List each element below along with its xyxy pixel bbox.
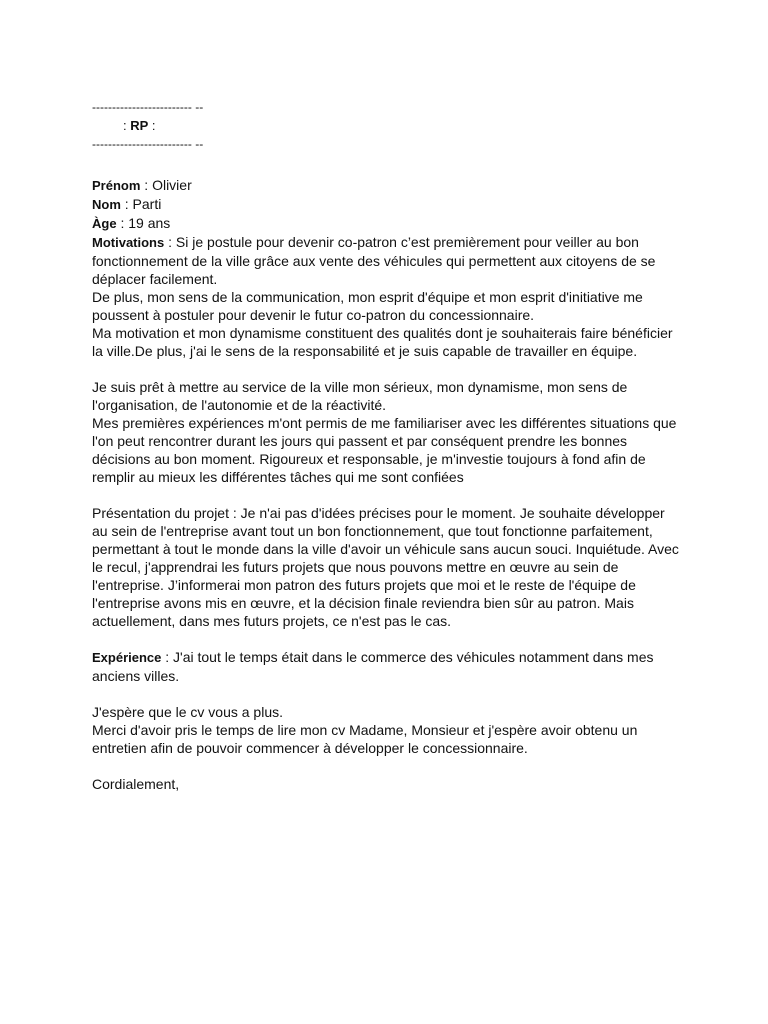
prenom-value: : Olivier: [140, 177, 192, 193]
closing-signoff: Cordialement,: [92, 776, 180, 792]
age-label: Àge: [92, 216, 117, 231]
separator-bottom: ------------------------- --: [92, 137, 204, 151]
qualities-first: Je suis prêt à mettre au service de la ville mon sérieux, mon dynamisme, mon sens de l'organisation, de l'autonomie et de la réactivité.: [92, 379, 628, 413]
experience-text: : J'ai tout le temps était dans le commerce des véhicules notamment dans mes anciens villes.: [92, 649, 654, 684]
motivations-third: Ma motivation et mon dynamisme constituent des qualités dont je souhaiterais faire bénéficier la ville.De plus, j'ai le sens de la responsabilité et je suis capable de travailler en équipe.: [92, 325, 673, 359]
experience-paragraph: [92, 648, 682, 685]
rp-suffix: :: [148, 118, 156, 133]
closing-hope: J'espère que le cv vous a plus.: [92, 704, 284, 720]
age-line: [92, 214, 682, 233]
nom-line: [92, 195, 682, 214]
motivations-second: De plus, mon sens de la communication, mon esprit d'équipe et mon esprit d'initiative me poussent à postuler pour devenir le futur co-patron du concessionnaire.: [92, 289, 643, 323]
document-page: [92, 100, 682, 793]
motivations-paragraph: [92, 233, 682, 288]
separator-top: ------------------------- --: [92, 100, 204, 114]
age-value: : 19 ans: [116, 215, 171, 231]
project-paragraph: Présentation du projet : Je n'ai pas d'idées précises pour le moment. Je souhaite développer au sein de l'entreprise avant tout un bon fonctionnement, que tout fonctionne parfaitement, permettant à tout le monde dans la ville d'avoir un véhicule sans aucun souci. Inquiétude. Avec le recul, j'apprendrai les futurs projets que nous pouvons mettre en œuvre au sein de l'entreprise. J’informerai mon patron des futurs projets que moi et le reste de l'équipe de l'entreprise avons mis en œuvre, et la décision finale reviendra bien sûr au patron. Mais actuellement, dans mes futurs projets, ce n'est pas le cas.: [92, 505, 679, 629]
nom-label: Nom: [92, 197, 121, 212]
motivations-first: : Si je postule pour devenir co-patron c’est premièrement pour veiller au bon fonctionnement de la ville grâce aux vente des véhicules qui permettent aux citoyens de se déplacer facilement.: [92, 234, 656, 287]
prenom-label: Prénom: [92, 178, 141, 193]
motivations-label: Motivations: [92, 235, 165, 250]
closing-thanks: Merci d'avoir pris le temps de lire mon cv Madame, Monsieur et j'espère avoir obtenu un entretien afin de pouvoir commencer à développer le concessionnaire.: [92, 722, 638, 756]
experience-label: Expérience: [92, 650, 162, 665]
nom-value: : Parti: [120, 196, 162, 212]
qualities-second: Mes premières expériences m'ont permis de me familiariser avec les différentes situations que l'on peut rencontrer durant les jours qui passent et par conséquent prendre les bonnes décisions au bon moment. Rigoureux et responsable, je m'investie toujours à fond afin de remplir au mieux les différentes tâches qui me sont confiées: [92, 415, 677, 485]
prenom-line: [92, 176, 682, 195]
rp-prefix: :: [123, 118, 131, 133]
rp-heading: [92, 115, 682, 137]
rp-label: RP: [130, 118, 149, 133]
